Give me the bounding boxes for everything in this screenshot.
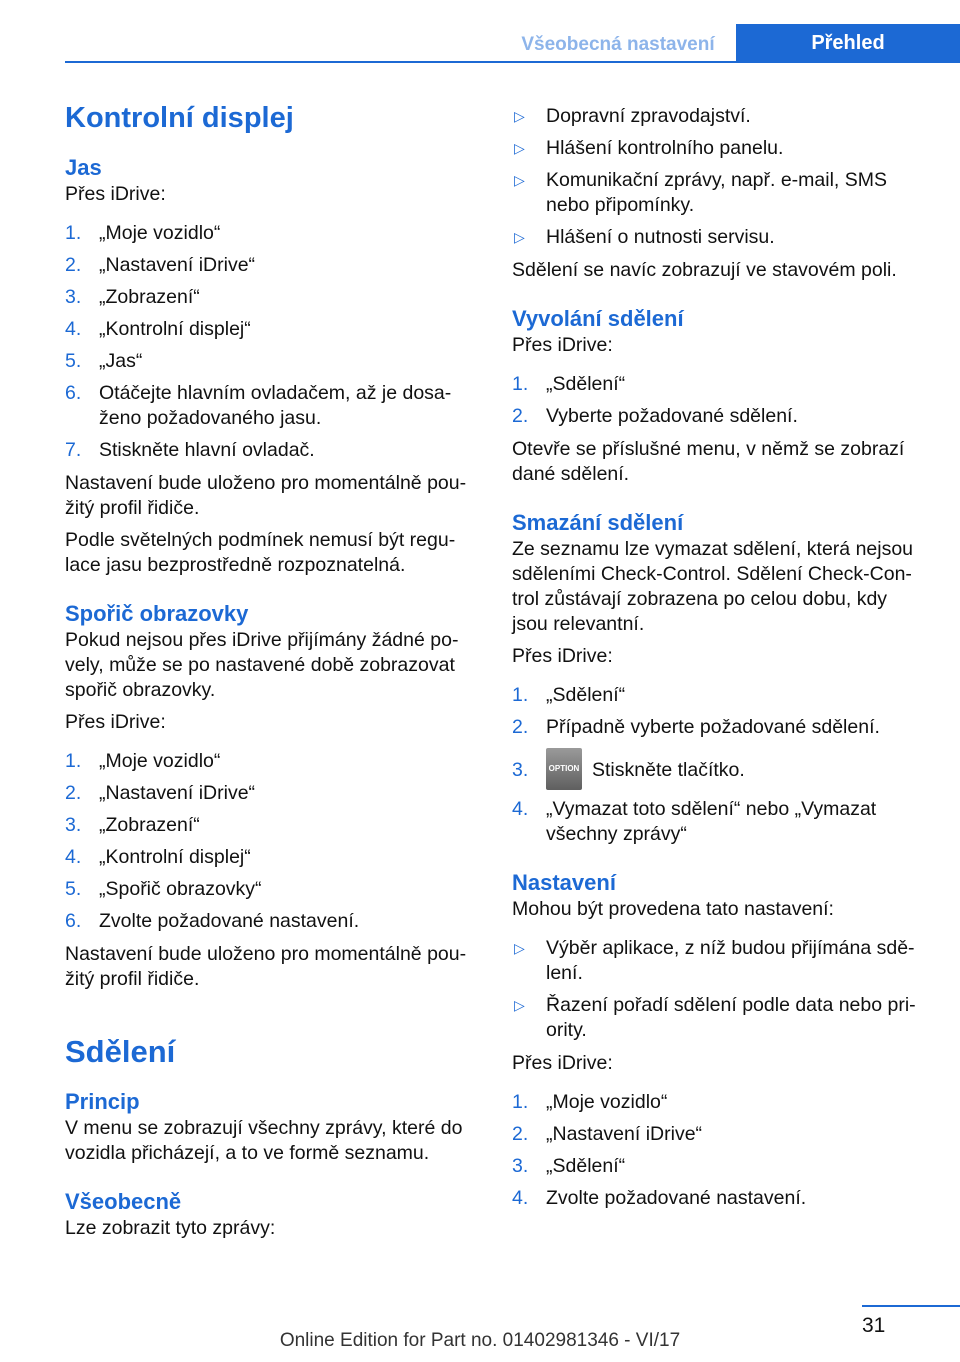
page-number: 31 (862, 1314, 886, 1337)
bullet-triangle-icon: ▷ (514, 940, 525, 956)
step-text: „Spořič obrazovky“ (99, 878, 262, 900)
step-text: „Sdělení“ (546, 373, 626, 395)
list-item (512, 104, 927, 129)
list-item (65, 813, 477, 838)
step-number: 3. (65, 286, 82, 308)
step-text: „Vymazat toto sdělení“ nebo „Vymazat všechny zprávy“ (546, 798, 877, 845)
list-item (65, 253, 477, 278)
bullet-triangle-icon: ▷ (514, 108, 525, 124)
heading-principle: Princip (65, 1089, 140, 1114)
paragraph-status-field: Sdělení se navíc zobrazují ve stavovém poli. (512, 259, 897, 281)
intro-text: Přes iDrive: (512, 1052, 613, 1074)
list-item (512, 715, 927, 740)
bullet-triangle-icon: ▷ (514, 997, 525, 1013)
step-text: „Zobrazení“ (99, 814, 200, 836)
step-number: 1. (512, 373, 529, 395)
paragraph-delete: Ze seznamu lze vymazat sdělení, která nejsou sděleními Check-Control. Sdělení Check-Con‐trol zůstávají zobrazena po celou dobu, kdy jsou relevantní. (512, 538, 914, 635)
bullet-text: Komunikační zprávy, např. e-mail, SMS nebo připomínky. (546, 169, 888, 216)
brightness-steps (65, 221, 477, 463)
list-item (512, 1090, 927, 1115)
step-number: 1. (512, 1091, 529, 1113)
step-text: „Sdělení“ (546, 1155, 626, 1177)
step-text: Stiskněte tlačítko. (592, 759, 745, 781)
bullet-text: Hlášení kontrolního panelu. (546, 137, 784, 159)
step-text: „Zobrazení“ (99, 286, 200, 308)
step-number: 2. (512, 405, 529, 427)
paragraph-brightness-note: Podle světelných podmínek nemusí být regu‐lace jasu bezprostředně rozpoznatelná. (65, 529, 456, 576)
right-column (512, 104, 927, 1219)
step-number: 3. (512, 1155, 529, 1177)
bullet-triangle-icon: ▷ (514, 229, 525, 245)
step-number: 4. (512, 1187, 529, 1209)
list-item (65, 438, 477, 463)
list-item (512, 136, 927, 161)
step-text: Otáčejte hlavním ovladačem, až je dosa‐ženo požadovaného jasu. (99, 382, 452, 429)
intro-text: Přes iDrive: (512, 645, 613, 667)
step-text: Vyberte požadované sdělení. (546, 405, 798, 427)
step-text: Případně vyberte požadované sdělení. (546, 716, 880, 738)
step-text: „Nastavení iDrive“ (99, 782, 256, 804)
list-item (65, 317, 477, 342)
header-section-title: Všeobecná nastavení (521, 34, 715, 55)
list-item (512, 1154, 927, 1179)
bullet-text: Výběr aplikace, z níž budou přijímána sdě‐lení. (546, 937, 915, 984)
bullet-triangle-icon: ▷ (514, 140, 525, 156)
list-item (512, 404, 927, 429)
list-item (65, 285, 477, 310)
header-tab-overview: Přehled (736, 24, 960, 62)
heading-call-up-messages: Vyvolání sdělení (512, 306, 684, 331)
step-text: „Kontrolní displej“ (99, 846, 251, 868)
settings-options-list (512, 936, 927, 1043)
paragraph-principle: V menu se zobrazují všechny zprávy, které do vozidla přicházejí, a to ve formě seznamu. (65, 1117, 463, 1164)
step-text: Zvolte požadované nastavení. (546, 1187, 807, 1209)
list-item (65, 845, 477, 870)
step-number: 7. (65, 439, 82, 461)
list-item (512, 225, 927, 250)
heading-delete-messages: Smazání sdělení (512, 510, 684, 535)
list-item (512, 683, 927, 708)
list-item (512, 1122, 927, 1147)
message-types-list (512, 104, 927, 250)
settings-steps (512, 1090, 927, 1211)
option-button-icon: OPTION (546, 748, 582, 790)
list-item (512, 993, 927, 1043)
paragraph-settings: Mohou být provedena tato nastavení: (512, 898, 834, 920)
bullet-text: Dopravní zpravodajství. (546, 105, 751, 127)
list-item (512, 758, 927, 790)
intro-text: Přes iDrive: (512, 334, 613, 356)
list-item (65, 909, 477, 934)
list-item (65, 781, 477, 806)
paragraph-screensaver: Pokud nejsou přes iDrive přijímány žádné po‐vely, může se po nastavené době zobrazovat spořič obrazovky. (65, 629, 459, 701)
step-text: Zvolte požadované nastavení. (99, 910, 360, 932)
step-number: 2. (512, 716, 529, 738)
step-number: 1. (65, 222, 82, 244)
step-number: 6. (65, 910, 82, 932)
step-number: 1. (512, 684, 529, 706)
step-text: „Moje vozidlo“ (99, 222, 221, 244)
step-number: 3. (65, 814, 82, 836)
step-text: „Moje vozidlo“ (546, 1091, 668, 1113)
step-number: 6. (65, 382, 82, 404)
step-number: 4. (65, 846, 82, 868)
paragraph-profile-saved: Nastavení bude uloženo pro momentálně pou‐žitý profil řidiče. (65, 943, 467, 990)
heading-general: Všeobecně (65, 1189, 182, 1214)
list-item (65, 749, 477, 774)
list-item (65, 877, 477, 902)
step-number: 2. (65, 782, 82, 804)
paragraph-general: Lze zobrazit tyto zprávy: (65, 1217, 276, 1239)
step-text: „Sdělení“ (546, 684, 626, 706)
step-number: 5. (65, 350, 82, 372)
delete-steps (512, 683, 927, 847)
section-title-messages: Sdělení (65, 1034, 176, 1069)
intro-text: Přes iDrive: (65, 183, 166, 205)
heading-screensaver: Spořič obrazovky (65, 601, 249, 626)
list-item (65, 221, 477, 246)
bullet-text: Řazení pořadí sdělení podle data nebo pri‐ority. (546, 994, 916, 1041)
step-number: 2. (65, 254, 82, 276)
header-rule (65, 61, 960, 63)
step-text: „Nastavení iDrive“ (546, 1123, 703, 1145)
footer-rule (862, 1305, 960, 1307)
footer-edition: Online Edition for Part no. 01402981346 - VI/17 (279, 1330, 681, 1351)
intro-text: Přes iDrive: (65, 711, 166, 733)
step-text: „Jas“ (99, 350, 143, 372)
step-text: „Nastavení iDrive“ (99, 254, 256, 276)
step-text: „Kontrolní displej“ (99, 318, 251, 340)
step-text: „Moje vozidlo“ (99, 750, 221, 772)
step-number: 2. (512, 1123, 529, 1145)
list-item (512, 1186, 927, 1211)
list-item (512, 168, 927, 218)
step-number: 4. (512, 798, 529, 820)
left-column (65, 98, 477, 1248)
step-number: 4. (65, 318, 82, 340)
list-item (512, 936, 927, 986)
screensaver-steps (65, 749, 477, 934)
list-item (512, 797, 927, 847)
bullet-text: Hlášení o nutnosti servisu. (546, 226, 775, 248)
step-number: 5. (65, 878, 82, 900)
paragraph-profile-saved: Nastavení bude uloženo pro momentálně pou‐žitý profil řidiče. (65, 472, 467, 519)
step-number: 1. (65, 750, 82, 772)
heading-settings: Nastavení (512, 870, 616, 895)
step-number: 3. (512, 759, 529, 781)
list-item (65, 349, 477, 374)
step-text: Stiskněte hlavní ovladač. (99, 439, 315, 461)
list-item (512, 372, 927, 397)
section-title-control-display: Kontrolní displej (65, 102, 294, 134)
bullet-triangle-icon: ▷ (514, 172, 525, 188)
call-up-steps (512, 372, 927, 429)
paragraph-menu-opens: Otevře se příslušné menu, v němž se zobrazí dané sdělení. (512, 438, 905, 485)
heading-brightness: Jas (65, 155, 102, 180)
list-item (65, 381, 477, 431)
